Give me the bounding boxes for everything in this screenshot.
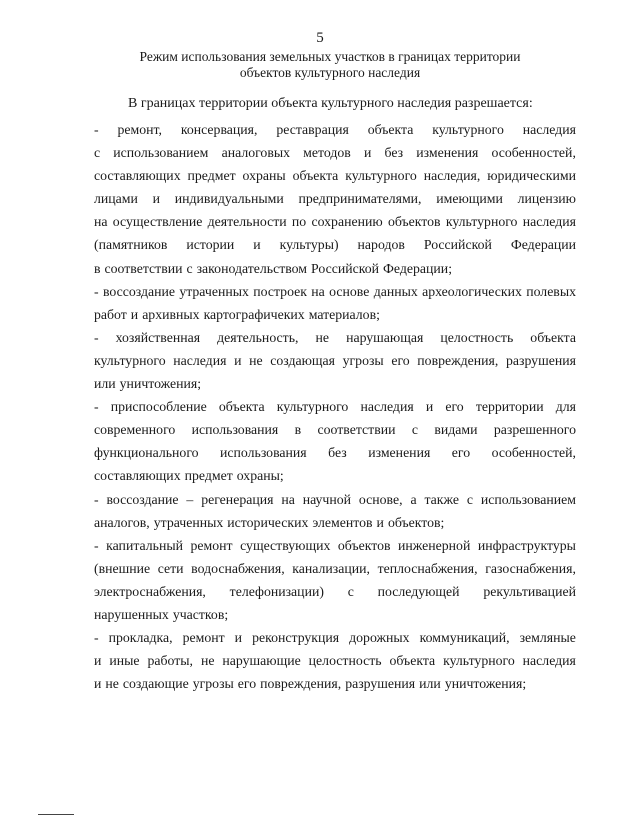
word: - — [94, 122, 99, 137]
word: объекта — [292, 168, 339, 184]
word: данных — [373, 283, 418, 299]
word: и — [152, 191, 161, 207]
text-line — [94, 233, 576, 256]
word: водоснабжения, — [191, 560, 285, 576]
word: и — [130, 306, 139, 322]
word: осуществление — [112, 214, 203, 230]
word: народов — [357, 237, 405, 253]
word: культурного — [345, 168, 417, 184]
word: угрозы — [192, 676, 234, 692]
word: аналоговых — [221, 145, 291, 161]
word: Российской — [423, 237, 492, 253]
word: целостность — [308, 653, 382, 669]
word: приспособление — [110, 399, 207, 415]
word: разрешенного — [493, 422, 576, 438]
word: на — [94, 214, 108, 230]
word: для — [555, 399, 576, 415]
word: аналогов, — [94, 514, 150, 530]
word: работы, — [147, 653, 193, 669]
word: и — [425, 399, 434, 415]
word: соответствии — [317, 422, 396, 438]
word: использования — [191, 422, 279, 438]
word: современного — [94, 422, 176, 438]
word: - — [94, 630, 99, 646]
word: и — [94, 676, 102, 692]
word: нарушающая — [346, 329, 424, 345]
word: и — [234, 352, 242, 368]
word: наследия — [522, 214, 576, 230]
word: - — [94, 283, 99, 299]
text-line — [94, 164, 576, 187]
text-line — [94, 372, 576, 395]
intro-paragraph: В границах территории объекта культурного наследия разрешается: — [128, 96, 533, 111]
word: объекта — [389, 653, 436, 669]
text-line — [94, 210, 576, 233]
word: методов — [303, 145, 351, 161]
word: культуры) — [279, 237, 339, 253]
word: на — [311, 283, 325, 299]
word: Российской — [311, 260, 380, 276]
word: без — [328, 445, 347, 461]
word: составляющих — [94, 168, 181, 184]
word: по — [291, 214, 307, 230]
word: объекта — [367, 122, 414, 137]
text-line — [94, 649, 576, 672]
word: материалов; — [308, 306, 380, 322]
word: воссоздание — [106, 491, 179, 507]
word: полевых — [526, 283, 576, 299]
word: его — [451, 445, 471, 461]
word: истории — [186, 237, 235, 253]
text-line — [94, 280, 576, 303]
word: деятельности — [207, 214, 287, 230]
text-line — [94, 395, 576, 418]
word: последующей — [377, 583, 460, 599]
word: повреждения, — [260, 676, 342, 692]
word: исторических — [227, 514, 309, 530]
word: электроснабжения, — [94, 583, 206, 599]
word: использованием — [113, 145, 209, 161]
footer-rule — [38, 814, 74, 815]
word: ремонт — [190, 537, 233, 553]
word: Федерации; — [383, 260, 453, 276]
word: не — [315, 329, 330, 345]
word: существующих — [240, 537, 331, 553]
word: дорожных — [349, 630, 410, 646]
word: создающие — [122, 676, 189, 692]
word: территории — [475, 399, 544, 415]
word: и — [376, 514, 384, 530]
word: наследия — [173, 352, 227, 368]
heading-line: объектов культурного наследия — [239, 65, 421, 80]
word: юридическими — [487, 168, 576, 184]
word: газоснабжения, — [485, 560, 576, 576]
word: не — [249, 352, 263, 368]
word: объекта — [530, 329, 576, 345]
text-line — [94, 626, 576, 649]
word: регенерация — [201, 491, 274, 507]
word: деятельность, — [217, 329, 299, 345]
word: не — [105, 676, 119, 692]
word: работ — [94, 306, 127, 322]
word: археологических — [422, 283, 522, 299]
text-line — [94, 534, 576, 557]
word: прокладка, — [108, 630, 173, 646]
word: нарушенных — [94, 606, 169, 622]
word: научной — [302, 491, 352, 507]
word: лицами — [94, 191, 138, 207]
page-number: 5 — [316, 30, 324, 46]
word: (памятников — [94, 237, 168, 253]
word: его — [445, 399, 464, 415]
text-line — [94, 441, 576, 464]
word: особенностей, — [491, 445, 576, 461]
text-line — [94, 141, 576, 164]
text-line — [94, 580, 576, 603]
word: - — [94, 491, 99, 507]
word: уничтожения; — [444, 676, 527, 692]
text-line — [94, 603, 576, 626]
word: - — [94, 537, 99, 553]
word: капитальный — [106, 537, 183, 553]
word: ремонт, — [117, 122, 162, 137]
word: с — [411, 422, 418, 438]
word: утраченных — [179, 283, 249, 299]
word: - — [94, 329, 99, 345]
heading-line: Режим использования земельных участков в границах территории — [139, 49, 521, 64]
word: целостность — [440, 329, 514, 345]
word: сохранению — [311, 214, 383, 230]
word: с — [347, 583, 354, 599]
word: создающая — [270, 352, 335, 368]
word: в — [94, 260, 101, 276]
word: коммуникаций, — [419, 630, 510, 646]
word: использованием — [480, 491, 576, 507]
word: хозяйственная — [115, 329, 201, 345]
word: сети — [157, 560, 184, 576]
word: архивных — [142, 306, 200, 322]
word: и — [363, 145, 372, 161]
text-line — [94, 303, 576, 326]
word: предмет — [187, 168, 236, 184]
word: угрозы — [342, 352, 384, 368]
word: предпринимателями, — [298, 191, 422, 207]
word: объектов — [387, 214, 441, 230]
word: построек — [253, 283, 307, 299]
word: имеющими — [436, 191, 503, 207]
word: культурного — [276, 399, 349, 415]
word: культурного — [94, 352, 166, 368]
word: функционального — [94, 445, 199, 461]
word: элементов — [312, 514, 373, 530]
word: изменения — [368, 445, 431, 461]
word: на — [281, 491, 295, 507]
word: охраны; — [236, 468, 284, 484]
word: наследия — [522, 653, 576, 669]
word: канализации, — [292, 560, 370, 576]
word: объекта — [218, 399, 265, 415]
word: его — [237, 676, 257, 692]
word: ремонт — [182, 630, 225, 646]
word: также — [424, 491, 459, 507]
word: рекультивацией — [483, 583, 576, 599]
word: картографичеких — [203, 306, 305, 322]
word: лицензию — [517, 191, 576, 207]
word: земляные — [519, 630, 576, 646]
word: не — [200, 653, 215, 669]
word: видами — [434, 422, 478, 438]
word: объектов — [337, 537, 391, 553]
word: телефонизации) — [229, 583, 324, 599]
word: воссоздание — [102, 283, 175, 299]
word: и — [253, 237, 261, 253]
word: иные — [109, 653, 140, 669]
section-heading — [100, 49, 560, 81]
word: без — [384, 145, 404, 161]
word: предмет — [184, 468, 233, 484]
text-line — [94, 672, 576, 695]
word: использования — [220, 445, 307, 461]
text-line — [94, 326, 576, 349]
word: теплоснабжения, — [377, 560, 478, 576]
word: законодательством — [196, 260, 308, 276]
word: основе — [329, 283, 370, 299]
word: с — [466, 491, 473, 507]
word: изменения — [416, 145, 479, 161]
word: или — [94, 376, 116, 392]
word: инженерной — [398, 537, 471, 553]
text-line — [94, 511, 576, 534]
word: и — [94, 653, 102, 669]
word: реконструкция — [252, 630, 340, 646]
text-line — [94, 464, 576, 487]
word: Федерации — [510, 237, 576, 253]
word: в — [294, 422, 302, 438]
word: реставрация — [276, 122, 349, 137]
word: культурного — [445, 214, 518, 230]
text-line — [94, 187, 576, 210]
word: – — [186, 491, 194, 507]
word: консервация, — [180, 122, 258, 137]
word: культурного — [432, 122, 504, 137]
word: инфраструктуры — [477, 537, 576, 553]
word: культурного — [443, 653, 515, 669]
word: объектов; — [387, 514, 445, 530]
word: составляющих — [94, 468, 181, 484]
word: - — [94, 399, 99, 415]
word: охраны — [242, 168, 286, 184]
word: особенностей, — [491, 145, 576, 161]
word: повреждения, — [417, 352, 499, 368]
word: (внешние — [94, 560, 151, 576]
word: разрушения — [505, 352, 576, 368]
word: с — [94, 145, 101, 161]
word: а — [410, 491, 417, 507]
text-line — [94, 257, 576, 280]
word: наследия, — [423, 168, 481, 184]
text-line — [94, 349, 576, 372]
text-line — [94, 118, 576, 141]
word: нарушающие — [222, 653, 301, 669]
word: утраченных — [153, 514, 224, 530]
body-text — [94, 118, 576, 695]
word: уничтожения; — [119, 376, 202, 392]
text-line — [94, 557, 576, 580]
word: наследия — [522, 122, 576, 137]
word: с — [186, 260, 193, 276]
word: основе, — [358, 491, 403, 507]
word: участков; — [172, 606, 229, 622]
word: и — [234, 630, 243, 646]
word: индивидуальными — [174, 191, 284, 207]
word: наследия — [360, 399, 414, 415]
word: его — [391, 352, 410, 368]
word: соответствии — [104, 260, 183, 276]
word: или — [419, 676, 441, 692]
text-line — [94, 488, 576, 511]
text-line — [94, 418, 576, 441]
word: разрушения — [345, 676, 416, 692]
